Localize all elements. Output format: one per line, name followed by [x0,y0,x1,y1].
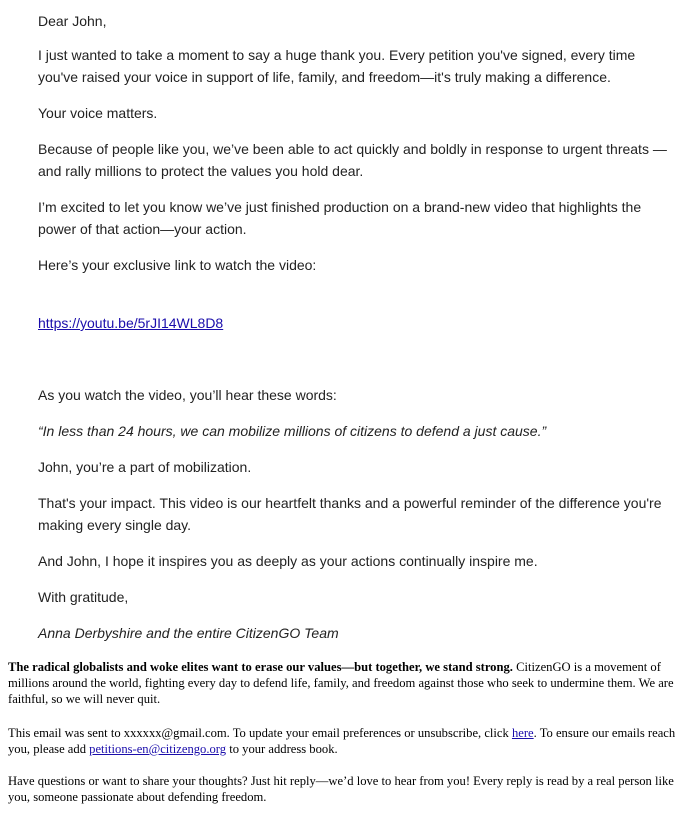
video-link[interactable]: https://youtu.be/5rJI14WL8D8 [38,315,224,331]
paragraph-new-video: I’m excited to let you know we’ve just finished production on a brand-new video that highlights the power of that action—your action. [38,199,642,237]
paragraph-watch-video: As you watch the video, you’ll hear these words: [38,387,337,403]
footer-questions: Have questions or want to share your thoughts? Just hit reply—we’d love to hear from you! Every reply is read by a real person like you, someone passionate about defending freedom. [8,774,674,804]
greeting: Dear John, [38,13,107,29]
email-footer [8,659,692,804]
footer-tagline-bold: The radical globalists and woke elites want to erase our values—but together, we stand strong. [8,660,513,674]
footer-tagline [8,659,692,707]
footer-sent-middle: . To ensure our emails reach you, please add [8,726,676,756]
paragraph-impact: That's your impact. This video is our heartfelt thanks and a powerful reminder of the difference you're making every single day. [38,495,662,533]
footer-sent-suffix: to your address book. [226,742,338,756]
closing: With gratitude, [38,589,129,605]
paragraph-thank-you: I just wanted to take a moment to say a huge thank you. Every petition you've signed, every time you've raised your voice in support of life, family, and freedom—it's truly making a difference. [38,47,636,85]
paragraph-inspires: And John, I hope it inspires you as deeply as your actions continually inspire me. [38,553,538,569]
paragraph-people-like-you: Because of people like you, we’ve been able to act quickly and boldly in response to urgent threats —and rally millions to protect the values you hold dear. [38,141,667,179]
paragraph-voice-matters: Your voice matters. [38,105,158,121]
footer-sent-to [8,725,692,757]
video-link-line [38,312,678,334]
footer-sent-prefix: This email was sent to xxxxxx@gmail.com. To update your email preferences or unsubscribe, click [8,726,512,740]
paragraph-exclusive-link: Here’s your exclusive link to watch the video: [38,257,317,273]
quote: “In less than 24 hours, we can mobilize millions of citizens to defend a just cause.” [38,423,547,439]
signature: Anna Derbyshire and the entire CitizenGO Team [38,625,339,641]
unsubscribe-link[interactable]: here [511,726,534,740]
footer-tagline-rest: CitizenGO is a movement of millions around the world, fighting every day to defend life, family, and freedom against those who seek to undermine them. We are faithful, so we will never quit. [8,660,674,706]
sender-address-link[interactable]: petitions-en@citizengo.org [89,742,227,756]
paragraph-mobilization: John, you’re a part of mobilization. [38,459,252,475]
